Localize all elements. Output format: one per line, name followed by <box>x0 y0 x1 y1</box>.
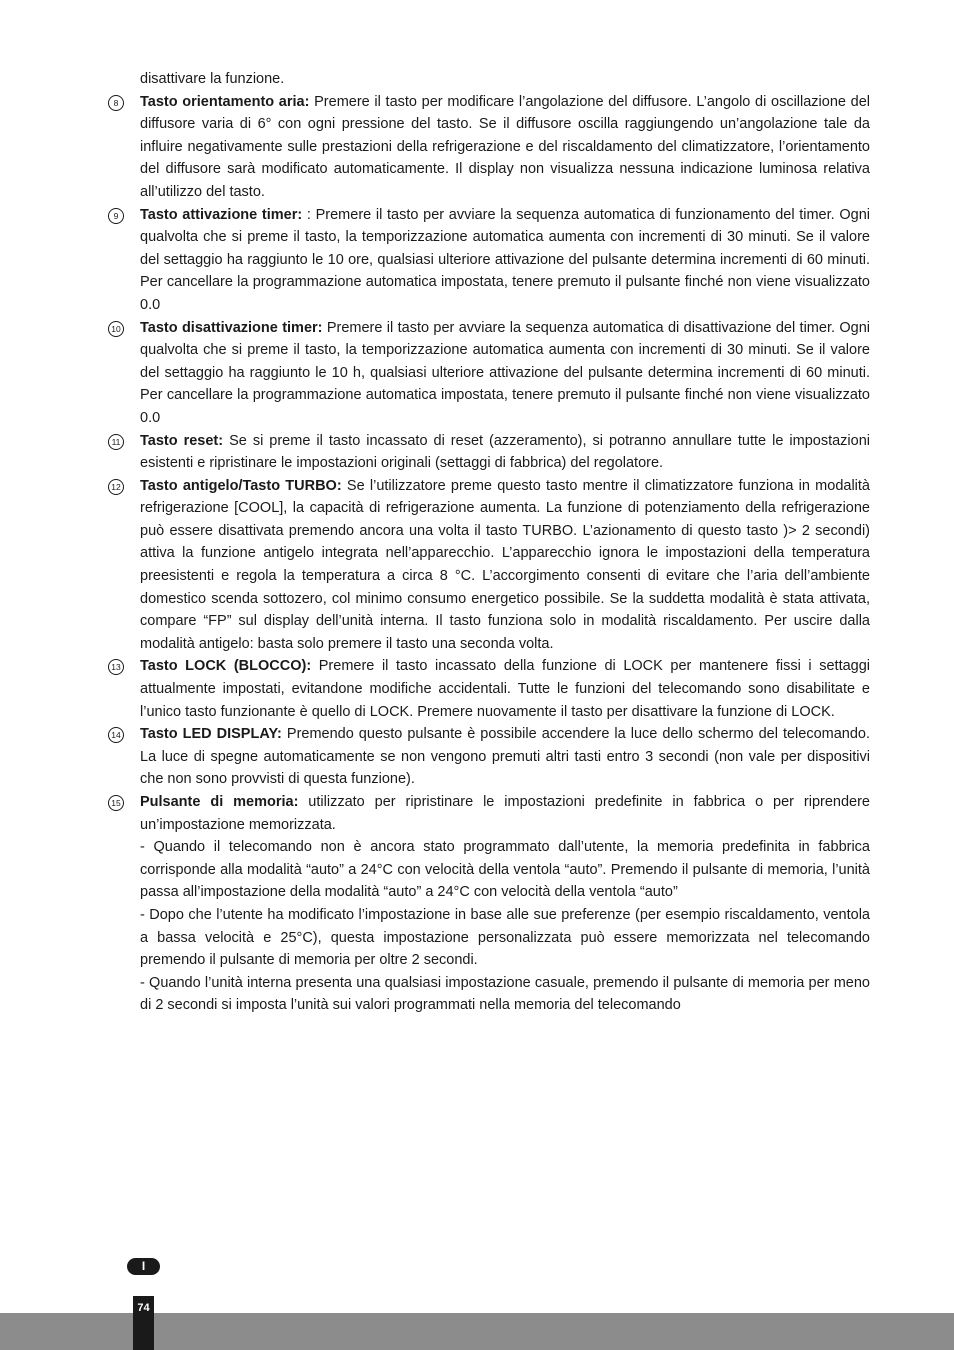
memory-note: - Quando il telecomando non è ancora stato programmato dall’utente, la memoria predefinita in fabbrica corrisponde alla modalità “auto” a 24°C con velocità della ventola “auto”. Premendo il pulsante di memoria, l’unità passa all’impostazione della modalità “auto” a 24°C con velocità della ventola “auto” <box>140 839 870 901</box>
language-badge: I <box>127 1258 160 1275</box>
item-number-badge: 13 <box>108 659 124 675</box>
item-memory <box>111 791 870 836</box>
item-body: utilizzato per ripristinare le impostazioni predefinite in fabbrica o per riprendere un’impostazione memorizzata. <box>140 794 870 833</box>
item-led-display <box>111 723 871 791</box>
item-number-badge: 11 <box>108 434 124 450</box>
item-title: Tasto reset: <box>140 432 224 449</box>
item-body: Se si preme il tasto incassato di reset (azzeramento), si potranno annullare tutte le impostazioni esistenti e ripristinare le impostazioni originali (settaggi di fabbrica) del regolatore. <box>140 432 870 472</box>
item-body: : Premere il tasto per avviare la sequenza automatica di funzionamento del timer. Ogni qualvolta che si preme il tasto, la temporizzazione automatica aumenta con incrementi di 30 minuti. Se il valore del settaggio ha raggiunto le 10 ore, qualsiasi ulteriore attivazione del pulsante determina incrementi di 60 minuti. Per cancellare la programmazione automatica impostata, tenere premuto il pulsante finché non viene visualizzato 0.0 <box>140 206 870 313</box>
item-number-badge: 14 <box>108 727 124 743</box>
item-body: Premendo questo pulsante è possibile accendere la luce dello schermo del telecomando. La luce di spegne automaticamente se non vengono premuti altri tasti entro 3 secondi (non vale per dispositivi che non sono provvisti di questa funzione). <box>140 726 871 788</box>
item-body: Premere il tasto incassato della funzione di LOCK per mantenere fissi i settaggi attualmente impostati, evitandone modifiche accidentali. Tutte le funzioni del telecomando sono disabilitate e l’unico tasto funzionante è quello di LOCK. Premere nuovamente il tasto per disattivare la funzione di LOCK. <box>140 658 871 720</box>
item-title: Pulsante di memoria: <box>140 794 299 810</box>
memory-note: - Quando l’unità interna presenta una qualsiasi impostazione casuale, premendo il pulsante di memoria per meno di 2 secondi si imposta l’unità sui valori programmati nella memoria del telecomando <box>140 974 870 1014</box>
item-reset <box>111 430 870 475</box>
item-title: Tasto attivazione timer: <box>140 206 303 223</box>
item-air-direction <box>113 91 871 204</box>
item-title: Tasto antigelo/Tasto TURBO: <box>140 477 342 494</box>
memory-note: - Dopo che l’utente ha modificato l’impostazione in base alle sue preferenze (per esempio riscaldamento, ventola a bassa velocità e 25°C), questa impostazione personalizzata può essere memorizzata nel telecomando premendo il pulsante di memoria per oltre 2 secondi. <box>140 906 870 969</box>
manual-text <box>111 68 871 1017</box>
item-body: Premere il tasto per modificare l’angolazione del diffusore. L’angolo di oscillazione del diffusore varia di 6° con ogni pressione del tasto. Se il diffusore oscilla raggiungendo un’angolazione tale da influire negativamente sulle prestazioni della refrigerazione e del riscaldamento del climatizzatore, l’orientamento del diffusore sarà modificato automaticamente. Il display non visualizza nessuna indicazione luminosa relativa all’utilizzo del tasto. <box>140 93 871 200</box>
item-title: Tasto LOCK (BLOCCO): <box>140 658 312 675</box>
item-title: Tasto disattivazione timer: <box>140 319 323 336</box>
item-number-badge: 12 <box>108 479 124 495</box>
page-number: 74 <box>133 1296 154 1350</box>
item-antifreeze-turbo <box>111 475 870 656</box>
item-body: Se l’utilizzatore preme questo tasto mentre il climatizzatore funziona in modalità refrigerazione [COOL], la capacità di refrigerazione aumenta. La funzione di potenziamento della refrigerazione può essere disattivata premendo ancora una volta il tasto TURBO. L’azionamento di questo tasto )> 2 secondi) attiva la funzione antigelo integrata nell’apparecchio. L’apparecchio ignora le impostazioni della temperatura preesistenti e regola la temperatura a circa 8 °C. L’accorgimento consenti di evitare che l’aria dell’ambiente domestico scenda sottozero, col minimo consumo energetico possibile. Se la suddetta modalità è stata attivata, compare “FP” sul display dell’unità interna. Il tasto funziona solo in modalità riscaldamento. Per uscire dalla modalità antigelo: basta solo premere il tasto una seconda volta. <box>140 477 870 652</box>
item-number-badge: 15 <box>108 795 124 811</box>
item-title: Tasto LED DISPLAY: <box>140 726 282 743</box>
item-title: Tasto orientamento aria: <box>140 93 310 110</box>
item-lock <box>111 655 871 723</box>
intro-paragraph: disattivare la funzione. <box>140 71 285 87</box>
item-timer-off <box>111 317 870 430</box>
item-number-badge: 9 <box>108 208 124 224</box>
item-number-badge: 10 <box>108 321 124 337</box>
item-number-badge: 8 <box>108 95 124 111</box>
item-timer-on <box>113 204 870 317</box>
item-body: Premere il tasto per avviare la sequenza automatica di disattivazione del timer. Ogni qualvolta che si preme il tasto, la temporizzazione automatica aumenta con incrementi di 30 minuti. Se il valore del settaggio ha raggiunto le 10 h, qualsiasi ulteriore attivazione del pulsante determina incrementi di 60 minuti. Per cancellare la programmazione automatica impostata, tenere premuto il pulsante finché non viene visualizzato 0.0 <box>140 319 870 426</box>
